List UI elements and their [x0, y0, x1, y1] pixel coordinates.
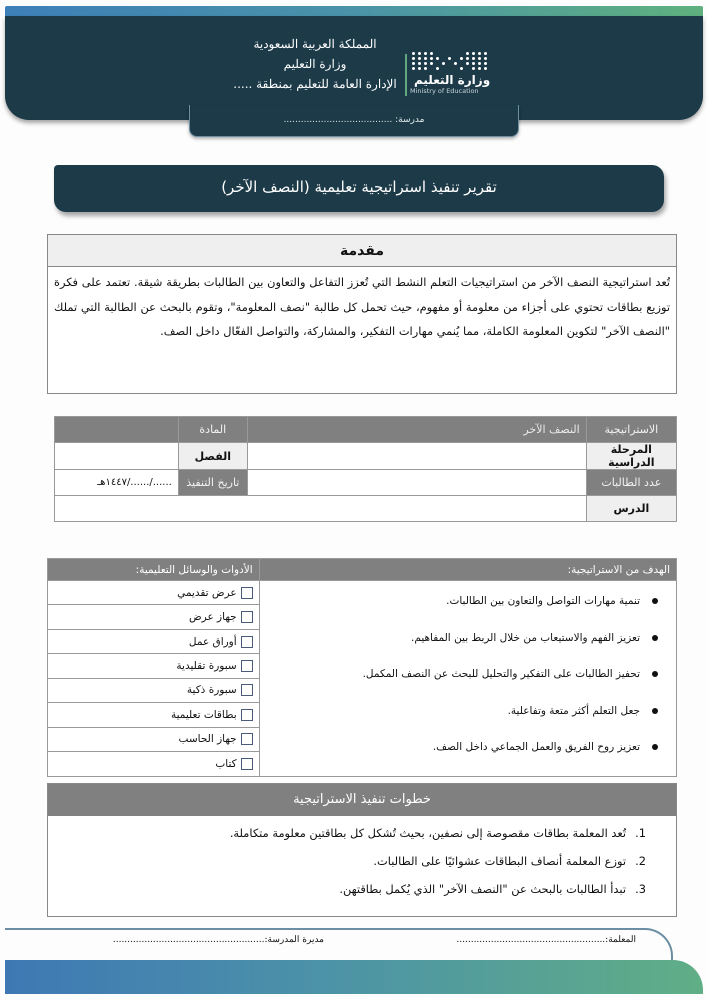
- logo-dot: [472, 67, 475, 70]
- logo-dot: [418, 52, 421, 55]
- logo-english-text: Ministry of Education: [410, 87, 479, 95]
- strategy-value[interactable]: النصف الآخر: [247, 417, 586, 443]
- date-value[interactable]: ....../....../١٤٤٧هـ: [55, 470, 179, 496]
- goal-item: جعل التعلم أكثر متعة وتفاعلية.: [268, 703, 662, 740]
- goal-item: تعزيز روح الفريق والعمل الجماعي داخل الصف.: [268, 739, 662, 776]
- logo-dot: [412, 67, 415, 70]
- logo-dot: [478, 62, 481, 65]
- logo-dot: [412, 62, 415, 65]
- tool-item[interactable]: [48, 629, 260, 653]
- logo-dots-icon: [412, 52, 500, 70]
- step-number: 1.: [635, 826, 646, 840]
- logo-dot: [466, 57, 469, 60]
- header-titles: [225, 34, 405, 94]
- step-item: [48, 851, 646, 879]
- principal-signature-field[interactable]: مديرة المدرسة:.....................................................: [112, 935, 324, 945]
- logo-dot: [412, 52, 415, 55]
- logo-dot: [478, 57, 481, 60]
- logo-dot: [418, 67, 421, 70]
- logo-dot: [424, 67, 427, 70]
- subject-value[interactable]: [55, 417, 179, 443]
- tool-item[interactable]: [48, 703, 260, 727]
- tool-label: عرض تقديمي: [177, 586, 237, 599]
- goal-item: تنمية مهارات التواصل والتعاون بين الطالبات.: [268, 593, 662, 630]
- checkbox[interactable]: [241, 611, 253, 623]
- footer-gradient-band: [5, 960, 703, 994]
- logo-dot: [484, 52, 487, 55]
- step-number: 2.: [635, 854, 646, 868]
- goals-heading: الهدف من الاستراتيجية:: [259, 559, 676, 581]
- checkbox[interactable]: [241, 758, 253, 770]
- step-text: تُعد المعلمة بطاقات مقصوصة إلى نصفين، بحيث تُشكل كل بطاقتين معلومة متكاملة.: [229, 826, 626, 840]
- logo-dot: [484, 67, 487, 70]
- logo-dot: [424, 57, 427, 60]
- tool-label: سبورة تقليدية: [176, 660, 237, 673]
- lesson-label: الدرس: [586, 496, 676, 522]
- checkbox[interactable]: [241, 684, 253, 696]
- checkbox[interactable]: [241, 709, 253, 721]
- header-divider: [405, 54, 407, 96]
- logo-dot: [436, 67, 439, 70]
- logo-dot: [484, 57, 487, 60]
- logo-dot: [430, 57, 433, 60]
- logo-dot: [478, 67, 481, 70]
- steps-section: [47, 783, 677, 917]
- steps-list: [48, 816, 676, 907]
- logo-arabic-text: وزارة التعليم: [414, 73, 491, 87]
- logo-dot: [424, 62, 427, 65]
- logo-dot: [460, 67, 463, 70]
- tools-heading: الأدوات والوسائل التعليمية:: [48, 559, 260, 581]
- goal-item: تعزيز الفهم والاستيعاب من خلال الربط بين المفاهيم.: [268, 630, 662, 667]
- tool-label: سبورة ذكية: [186, 684, 237, 697]
- logo-dot: [466, 62, 469, 65]
- tool-item[interactable]: [48, 678, 260, 702]
- logo-dot: [478, 52, 481, 55]
- logo-dot: [448, 57, 451, 60]
- logo-dot: [412, 57, 415, 60]
- page-title: تقرير تنفيذ استراتيجية تعليمية (النصف الآخر): [54, 165, 664, 212]
- goals-tools-table: [47, 558, 677, 777]
- tool-label: جهاز الحاسب: [178, 733, 237, 746]
- goals-cell: [259, 581, 676, 777]
- tool-label: بطاقات تعليمية: [170, 708, 237, 721]
- step-number: 3.: [635, 882, 646, 896]
- stage-label: المرحلة الدراسية: [586, 443, 676, 470]
- logo-dot: [460, 57, 463, 60]
- header-kingdom: المملكة العربية السعودية: [253, 37, 377, 51]
- tool-item[interactable]: [48, 727, 260, 751]
- checkbox[interactable]: [241, 587, 253, 599]
- intro-heading: مقدمة: [48, 235, 676, 267]
- logo-dot: [418, 62, 421, 65]
- logo-dot: [430, 52, 433, 55]
- lesson-info-table: [54, 416, 677, 522]
- class-value[interactable]: [55, 443, 179, 470]
- step-item: [48, 879, 646, 907]
- steps-heading: خطوات تنفيذ الاستراتيجية: [48, 784, 676, 816]
- page-header: [5, 6, 703, 120]
- logo-dot: [472, 62, 475, 65]
- header-ministry: وزارة التعليم: [283, 57, 347, 71]
- footer-curve: [5, 928, 673, 962]
- intro-section: [47, 234, 677, 394]
- students-label: عدد الطالبات: [586, 470, 676, 496]
- ministry-logo: [410, 52, 500, 108]
- logo-dot: [472, 57, 475, 60]
- intro-body: تُعد استراتيجية النصف الآخر من استراتيجيات التعلم النشط التي تُعزز التفاعل والتعاون بين الطالبات بطريقة شيقة. تعتمد على فكرة توزيع بطاقات تحتوي على أجزاء من معلومة أو مفهوم، حيث تحمل كل طالبة "نصف المعلومة"، وتقوم بالبحث عن الطالبة التي تملك "النصف الآخر" لتكوين المعلومة الكاملة، مما يُنمي مهارات التفكير، والمشاركة، والتواصل الفعّال داخل الصف.: [54, 275, 670, 338]
- subject-label: المادة: [178, 417, 247, 443]
- logo-dot: [466, 52, 469, 55]
- tool-label: جهاز عرض: [188, 611, 237, 624]
- logo-dot: [430, 62, 433, 65]
- date-label: تاريخ التنفيذ: [178, 470, 247, 496]
- checkbox[interactable]: [241, 636, 253, 648]
- goal-item: تحفيز الطالبات على التفكير والتحليل للبحث عن النصف المكمل.: [268, 666, 662, 703]
- tool-label: أوراق عمل: [188, 635, 237, 648]
- logo-dot: [472, 52, 475, 55]
- logo-dot: [442, 62, 445, 65]
- tool-item[interactable]: [48, 581, 260, 605]
- goals-list: [268, 593, 662, 776]
- checkbox[interactable]: [241, 660, 253, 672]
- logo-dot: [424, 52, 427, 55]
- logo-dot: [484, 62, 487, 65]
- logo-dot: [454, 62, 457, 65]
- header-region: الإدارة العامة للتعليم بمنطقة .....: [233, 77, 397, 91]
- checkbox[interactable]: [241, 733, 253, 745]
- logo-dot: [436, 57, 439, 60]
- logo-dot: [418, 57, 421, 60]
- school-name-field[interactable]: مدرسة: ......................................: [189, 105, 519, 137]
- tool-label: كتاب: [215, 757, 237, 770]
- strategy-label: الاستراتيجية: [586, 417, 676, 443]
- tool-item[interactable]: [48, 752, 260, 776]
- tool-item[interactable]: [48, 605, 260, 629]
- step-item: [48, 823, 646, 851]
- step-text: توزع المعلمة أنصاف البطاقات عشوائيًا على الطالبات.: [373, 854, 626, 868]
- teacher-signature-field[interactable]: المعلمة:....................................................: [456, 935, 636, 945]
- lesson-value[interactable]: [55, 496, 587, 522]
- step-text: تبدأ الطالبات بالبحث عن "النصف الآخر" الذي يُكمل بطاقتهن.: [339, 882, 626, 896]
- stage-value[interactable]: [247, 443, 586, 470]
- students-value[interactable]: [247, 470, 586, 496]
- tool-item[interactable]: [48, 654, 260, 678]
- header-gradient-strip: [5, 6, 703, 16]
- class-label: الفصل: [178, 443, 247, 470]
